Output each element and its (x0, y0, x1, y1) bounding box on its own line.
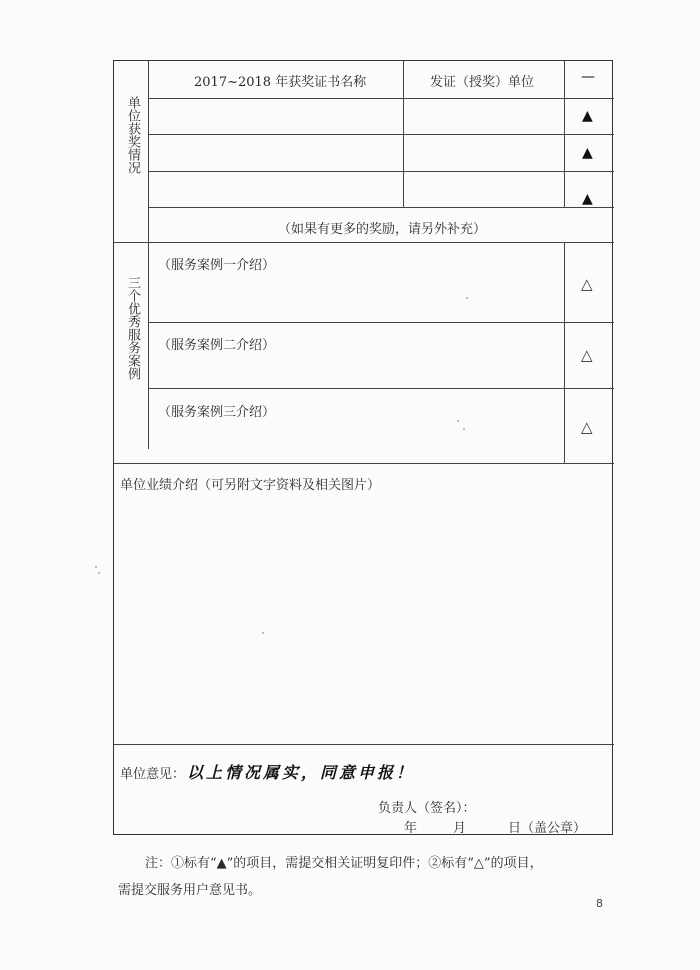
footnote-line-2: 需提交服务用户意见书。 (118, 883, 262, 898)
open-triangle-icon: △ (581, 418, 593, 436)
case-mark-divider (564, 242, 565, 463)
more-awards-note: （如果有更多的奖励，请另外补充） (278, 222, 487, 237)
handwritten-approval: 以上情况属实，同意申报！ (187, 763, 416, 782)
date-day-seal: 日（盖公章） (508, 821, 587, 836)
application-form-table (113, 60, 613, 835)
case-one-label: （服务案例一介绍） (158, 258, 276, 273)
row-divider (148, 98, 614, 99)
awards-side-label: 单位获奖情况 (125, 96, 140, 174)
date-month: 月 (453, 821, 467, 836)
row-divider (148, 171, 614, 172)
scan-speck (466, 297, 468, 299)
signer-label: 负责人（签名）： (378, 801, 476, 816)
page-number: 8 (596, 897, 603, 910)
scan-speck (98, 572, 100, 574)
solid-triangle-icon: ▲ (582, 108, 593, 124)
scan-speck (95, 566, 97, 568)
solid-triangle-icon: ▲ (582, 191, 593, 207)
scan-speck (463, 428, 465, 430)
scan-speck (457, 420, 459, 422)
case-three-label: （服务案例三介绍） (158, 405, 276, 420)
row-divider (148, 134, 614, 135)
performance-label: 单位业绩介绍（可另附文字资料及相关图片） (120, 478, 381, 493)
cases-side-label: 三个优秀服务案例 (125, 276, 140, 380)
case-divider (148, 388, 614, 389)
section-divider (114, 744, 614, 745)
solid-triangle-icon: ▲ (582, 145, 593, 161)
side-column-divider (148, 61, 149, 449)
case-two-label: （服务案例二介绍） (158, 338, 276, 353)
section-divider (114, 242, 614, 243)
case-divider (148, 322, 614, 323)
dash-header: — (581, 69, 595, 85)
date-year: 年 (404, 821, 418, 836)
open-triangle-icon: △ (581, 346, 593, 364)
section-divider (114, 463, 614, 464)
footnote-line-1: 注：①标有“▲”的项目，需提交相关证明复印件；②标有“△”的项目， (145, 856, 543, 871)
award-name-header: 2017~2018 年获奖证书名称 (194, 75, 367, 90)
scan-speck (262, 632, 264, 634)
issuer-header: 发证（授奖）单位 (430, 75, 535, 90)
opinion-label: 单位意见： (120, 767, 186, 782)
row-divider (148, 207, 614, 208)
open-triangle-icon: △ (581, 275, 593, 293)
